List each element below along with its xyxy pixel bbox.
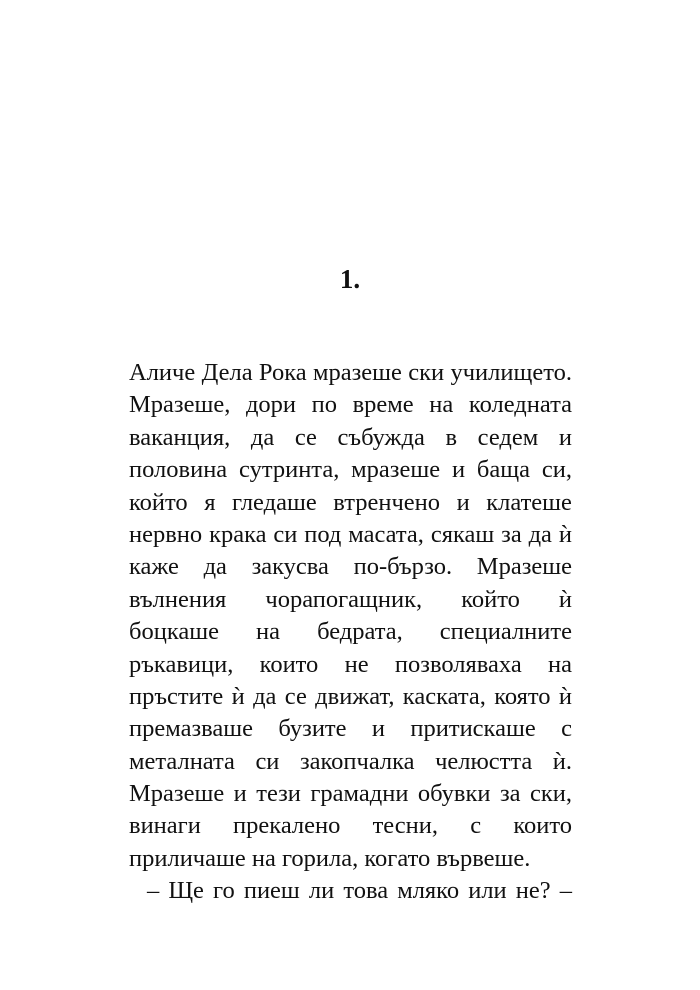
word: за [499,780,521,808]
word: закусва [251,553,329,581]
word: вълнения [129,585,227,613]
word: седем [477,423,539,451]
word: ѝ [231,682,245,710]
word: закопчалка [299,747,415,775]
word: нервно [129,520,203,548]
word: за [501,520,522,548]
word: грамадни [310,780,409,808]
word: – [147,877,160,905]
word: тези [256,780,301,808]
word: се [284,682,307,710]
word: боцкаше [129,618,219,646]
word: Аличе [129,359,196,386]
word: коледната [468,391,572,419]
word: която [494,682,551,710]
word: я [204,488,216,516]
text-line [129,551,572,583]
word: притискаше [410,715,536,743]
word: ли [308,877,335,905]
word: сякаш [430,520,495,548]
word: бедрата, [317,618,403,646]
word: да [253,682,277,710]
word: прекалено [233,812,341,840]
word: които [259,650,319,678]
word: баща [476,456,530,484]
word: го [213,877,235,905]
text-line [129,616,572,648]
text-line [129,681,572,713]
word: бузите [278,715,347,743]
word: се [294,423,317,451]
word: на [548,650,572,678]
text-line [129,778,572,810]
word: който [461,585,520,613]
word: Дела [201,359,253,386]
text-line [129,487,572,519]
word: премазваше [129,715,253,743]
word: да [250,423,275,451]
text-line [129,519,572,551]
word: с [470,812,482,840]
word: ѝ [558,682,572,710]
word: Мразеше [129,780,225,808]
word: обувки [417,780,491,808]
word: мразеше [351,456,441,484]
word: които [513,812,572,840]
word: – [559,877,572,905]
word: ски, [529,780,572,808]
text-line [129,454,572,486]
word: чорапогащник, [265,585,423,613]
word: мразеше [312,359,402,386]
word: винаги [129,812,201,840]
text-line [129,649,572,681]
word: Ще [168,877,204,905]
word: събужда [337,423,425,451]
word: металната [129,747,235,775]
word: или [468,877,507,905]
text-line [129,746,572,778]
text-line [129,389,572,421]
text-line [129,357,572,389]
word: ръкавици, [129,650,234,678]
word: крака [209,520,267,548]
paragraph [129,357,572,843]
text-line [129,810,572,842]
word: дори [245,391,297,419]
word: си [273,520,298,548]
word: сутринта, [239,456,340,484]
word: на [429,391,454,419]
word: специалните [439,618,572,646]
word: гледаше [232,488,317,516]
word: ѝ [558,520,572,548]
word: с [561,715,572,743]
word: и [451,456,466,484]
word: каже [129,553,179,581]
word: тесни, [372,812,439,840]
word: Рока [258,359,307,386]
word: да [528,520,552,548]
word: пръстите [129,682,224,710]
word: не? [515,877,551,905]
chapter-text [129,357,572,908]
word: Мразеше [476,553,572,581]
dialogue-line [129,875,572,907]
word: ваканция, [129,423,231,451]
word: Мразеше, [129,391,231,419]
text-line [129,713,572,745]
word: ски [408,359,445,386]
word: челюстта [435,747,533,775]
word: мляко [397,877,460,905]
word: ѝ. [552,747,572,775]
word: и [233,780,247,808]
word: по-бързо. [353,553,453,581]
word: половина [129,456,228,484]
word: си [255,747,280,775]
word: ѝ [558,585,572,613]
word: училището. [450,359,572,386]
word: по [311,391,337,419]
word: каската, [402,682,486,710]
word: в [445,423,458,451]
word: и [371,715,386,743]
text-line [129,422,572,454]
word: и [558,423,572,451]
word: това [343,877,389,905]
word: на [256,618,281,646]
word: под [304,520,342,548]
chapter-number: 1. [339,264,361,294]
word: движат, [315,682,395,710]
word: пиеш [243,877,300,905]
word: си, [541,456,572,484]
word: да [203,553,227,581]
text-line: приличаше на горила, когато вървеше. [129,844,531,872]
word: масата, [348,520,424,548]
word: втренчено [333,488,441,516]
text-line [129,584,572,616]
word: който [129,488,188,516]
word: не [344,650,369,678]
word: време [352,391,414,419]
word: и [456,488,470,516]
word: позволяваха [394,650,522,678]
word: клатеше [486,488,572,516]
